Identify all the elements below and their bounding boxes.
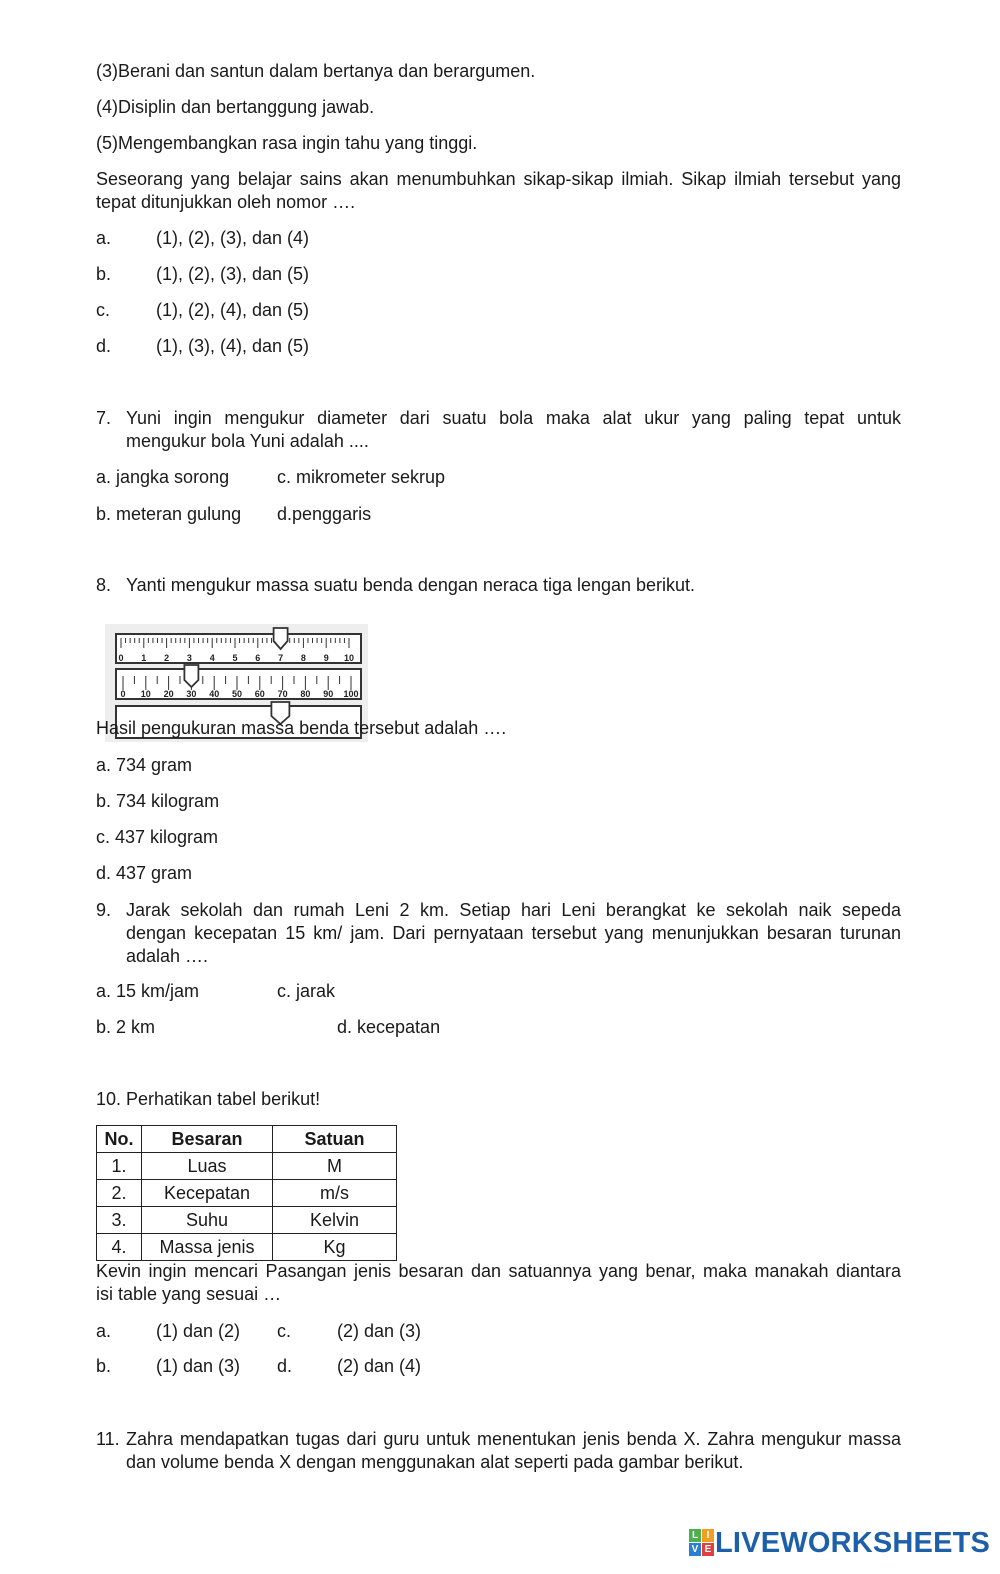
q9-line-1: Jarak sekolah dan rumah Leni 2 km. Setiap hari Leni berangkat ke sekolah naik sepeda xyxy=(126,900,901,920)
table-row xyxy=(97,1153,397,1180)
q9-option-c[interactable]: c. jarak xyxy=(277,981,336,1001)
q6-option-c-letter: c. xyxy=(96,300,111,320)
tick-label: 50 xyxy=(231,689,243,699)
table-cell: 2. xyxy=(97,1180,142,1207)
logo-letter: L xyxy=(689,1529,701,1542)
table-cell: 1. xyxy=(97,1153,142,1180)
q10-line-1: Kevin ingin mencari Pasangan jenis besaran dan satuannya yang benar, maka manakah diantara xyxy=(96,1261,901,1281)
q10-option-c[interactable]: (2) dan (3) xyxy=(337,1321,422,1341)
tick-label: 8 xyxy=(300,653,306,663)
q9-option-a[interactable]: a. 15 km/jam xyxy=(96,981,200,1001)
q11-line-2: dan volume benda X dengan menggunakan alat seperti pada gambar berikut. xyxy=(126,1452,744,1472)
q6-option-c[interactable]: (1), (2), (4), dan (5) xyxy=(156,300,310,320)
statement-4: (4)Disiplin dan bertanggung jawab. xyxy=(96,97,375,117)
table-cell: 4. xyxy=(97,1234,142,1261)
tick-label: 80 xyxy=(300,689,311,699)
q6-option-d[interactable]: (1), (3), (4), dan (5) xyxy=(156,336,310,356)
tick-label: 30 xyxy=(186,689,197,699)
q10-option-d-letter: d. xyxy=(277,1356,293,1376)
q8-question: Yanti mengukur massa suatu benda dengan neraca tiga lengan berikut. xyxy=(126,575,696,595)
table-cell: Kelvin xyxy=(273,1207,397,1234)
tick-label: 3 xyxy=(186,653,192,663)
q6-question xyxy=(96,168,901,214)
table-header-no: No. xyxy=(97,1126,142,1153)
tick-label: 10 xyxy=(343,653,355,663)
q7-option-d[interactable]: d.penggaris xyxy=(277,504,372,524)
q7-option-b[interactable]: b. meteran gulung xyxy=(96,504,242,524)
tick-label: 9 xyxy=(323,653,329,663)
tick-label: 1 xyxy=(141,653,147,663)
q9-line-2: dengan kecepatan 15 km/ jam. Dari pernyataan tersebut yang menunjukkan besaran turunan xyxy=(126,923,901,943)
q7-line-2: mengukur bola Yuni adalah .... xyxy=(126,431,369,451)
q8-result-prompt: Hasil pengukuran massa benda tersebut adalah …. xyxy=(96,718,507,738)
table-row xyxy=(97,1180,397,1207)
q10-question xyxy=(96,1260,901,1306)
q8-option-d[interactable]: d. 437 gram xyxy=(96,863,193,883)
q7-number: 7. xyxy=(96,408,112,428)
table-cell: Massa jenis xyxy=(142,1234,273,1261)
q8-option-b[interactable]: b. 734 kilogram xyxy=(96,791,220,811)
statement-5: (5)Mengembangkan rasa ingin tahu yang tinggi. xyxy=(96,133,478,153)
q11-line-1: Zahra mendapatkan tugas dari guru untuk menentukan jenis benda X. Zahra mengukur massa xyxy=(126,1429,901,1449)
q8-option-a[interactable]: a. 734 gram xyxy=(96,755,193,775)
tick-label: 90 xyxy=(323,689,334,699)
q9-option-d[interactable]: d. kecepatan xyxy=(337,1017,441,1037)
tick-label: 100 xyxy=(343,689,359,699)
q9-line-3: adalah …. xyxy=(126,946,209,966)
table-row xyxy=(97,1207,397,1234)
q10-option-b-letter: b. xyxy=(96,1356,112,1376)
q10-option-a[interactable]: (1) dan (2) xyxy=(156,1321,241,1341)
table-cell: Suhu xyxy=(142,1207,273,1234)
logo-grid-icon xyxy=(689,1529,715,1557)
table-header-satuan: Satuan xyxy=(273,1126,397,1153)
logo-letter: V xyxy=(689,1543,701,1556)
table-header-besaran: Besaran xyxy=(142,1126,273,1153)
q10-title: 10. Perhatikan tabel berikut! xyxy=(96,1089,321,1109)
q7-option-c[interactable]: c. mikrometer sekrup xyxy=(277,467,446,487)
table-cell: m/s xyxy=(273,1180,397,1207)
tick-label: 0 xyxy=(118,653,124,663)
tick-label: 7 xyxy=(278,653,284,663)
q6-line-2: tepat ditunjukkan oleh nomor …. xyxy=(96,192,356,212)
tick-label: 70 xyxy=(277,689,288,699)
q6-line-1: Seseorang yang belajar sains akan menumbuhkan sikap-sikap ilmiah. Sikap ilmiah tersebut yang xyxy=(96,169,901,189)
table-cell: Luas xyxy=(142,1153,273,1180)
q9-option-b[interactable]: b. 2 km xyxy=(96,1017,156,1037)
table-cell: M xyxy=(273,1153,397,1180)
tick-label: 0 xyxy=(120,689,126,699)
tick-label: 40 xyxy=(209,689,220,699)
q10-option-a-letter: a. xyxy=(96,1321,112,1341)
statement-3: (3)Berani dan santun dalam bertanya dan berargumen. xyxy=(96,61,536,81)
q8-option-c[interactable]: c. 437 kilogram xyxy=(96,827,219,847)
table-cell: 3. xyxy=(97,1207,142,1234)
q6-option-a[interactable]: (1), (2), (3), dan (4) xyxy=(156,228,310,248)
table-cell: Kg xyxy=(273,1234,397,1261)
tick-label: 5 xyxy=(232,653,238,663)
q9-number: 9. xyxy=(96,900,112,920)
tick-label: 4 xyxy=(209,653,215,663)
q8-number: 8. xyxy=(96,575,112,595)
table-header-row xyxy=(97,1126,397,1153)
q7-line-1: Yuni ingin mengukur diameter dari suatu bola maka alat ukur yang paling tepat untuk xyxy=(126,408,901,428)
tick-label: 60 xyxy=(254,689,265,699)
tick-label: 2 xyxy=(164,653,170,663)
q10-option-b[interactable]: (1) dan (3) xyxy=(156,1356,241,1376)
q10-option-d[interactable]: (2) dan (4) xyxy=(337,1356,422,1376)
tick-label: 20 xyxy=(163,689,174,699)
quantities-table xyxy=(96,1125,397,1261)
q6-option-b-letter: b. xyxy=(96,264,112,284)
q6-option-b[interactable]: (1), (2), (3), dan (5) xyxy=(156,264,310,284)
q11-number: 11. xyxy=(96,1429,120,1449)
logo-letter: E xyxy=(702,1543,714,1556)
logo-letter: I xyxy=(702,1529,714,1542)
q7-option-a[interactable]: a. jangka sorong xyxy=(96,467,230,487)
table-cell: Kecepatan xyxy=(142,1180,273,1207)
table-row xyxy=(97,1234,397,1261)
q6-option-d-letter: d. xyxy=(96,336,112,356)
q6-option-a-letter: a. xyxy=(96,228,112,248)
tick-label: 6 xyxy=(255,653,261,663)
q10-option-c-letter: c. xyxy=(277,1321,292,1341)
q10-line-2: isi table yang sesuai … xyxy=(96,1284,282,1304)
tick-label: 10 xyxy=(140,689,151,699)
logo-text: LIVEWORKSHEETS xyxy=(715,1527,991,1559)
